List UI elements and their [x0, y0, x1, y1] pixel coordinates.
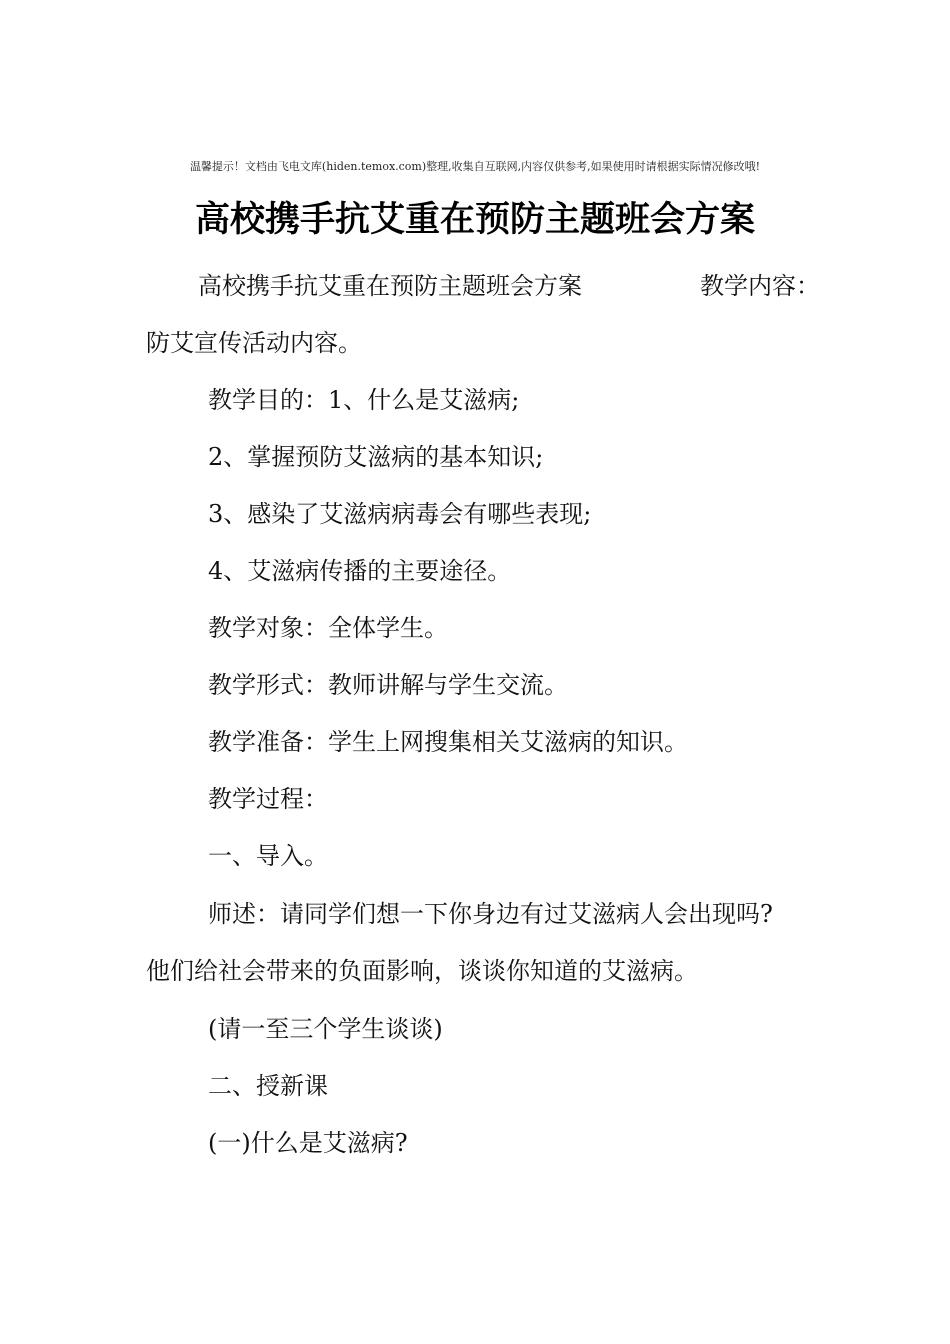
paragraph-line: 3、感染了艾滋病病毒会有哪些表现;	[208, 500, 592, 528]
paragraph-line: 教学形式：教师讲解与学生交流。	[208, 671, 568, 699]
paragraph-line: 他们给社会带来的负面影响，谈谈你知道的艾滋病。	[146, 957, 698, 985]
teaching-content-label: 教学内容：	[700, 272, 820, 300]
paragraph-line: 师述：请同学们想一下你身边有过艾滋病人会出现吗?	[208, 900, 773, 928]
paragraph-line: 4、艾滋病传播的主要途径。	[208, 557, 512, 585]
intro-title-repeat: 高校携手抗艾重在预防主题班会方案	[198, 272, 582, 300]
paragraph-line: 2、掌握预防艾滋病的基本知识;	[208, 443, 544, 471]
paragraph-line: 教学对象：全体学生。	[208, 614, 448, 642]
document-title: 高校携手抗艾重在预防主题班会方案	[194, 199, 755, 240]
paragraph-line: 二、授新课	[208, 1072, 328, 1100]
download-notice: 温馨提示！文档由飞电文库(hiden.temox.com)整理,收集自互联网,内容仅供参考,如果使用时请根据实际情况修改哦!	[189, 160, 761, 173]
paragraph-line: 教学准备：学生上网搜集相关艾滋病的知识。	[208, 728, 688, 756]
paragraph-line: (一)什么是艾滋病?	[208, 1129, 408, 1157]
intro-line	[198, 270, 820, 302]
paragraph-line: 教学目的：1、什么是艾滋病;	[208, 386, 520, 414]
paragraph-line: (请一至三个学生谈谈)	[208, 1015, 443, 1043]
paragraph-line: 教学过程：	[208, 785, 328, 813]
paragraph-line: 一、导入。	[208, 842, 328, 870]
paragraph-line: 防艾宣传活动内容。	[146, 329, 362, 357]
